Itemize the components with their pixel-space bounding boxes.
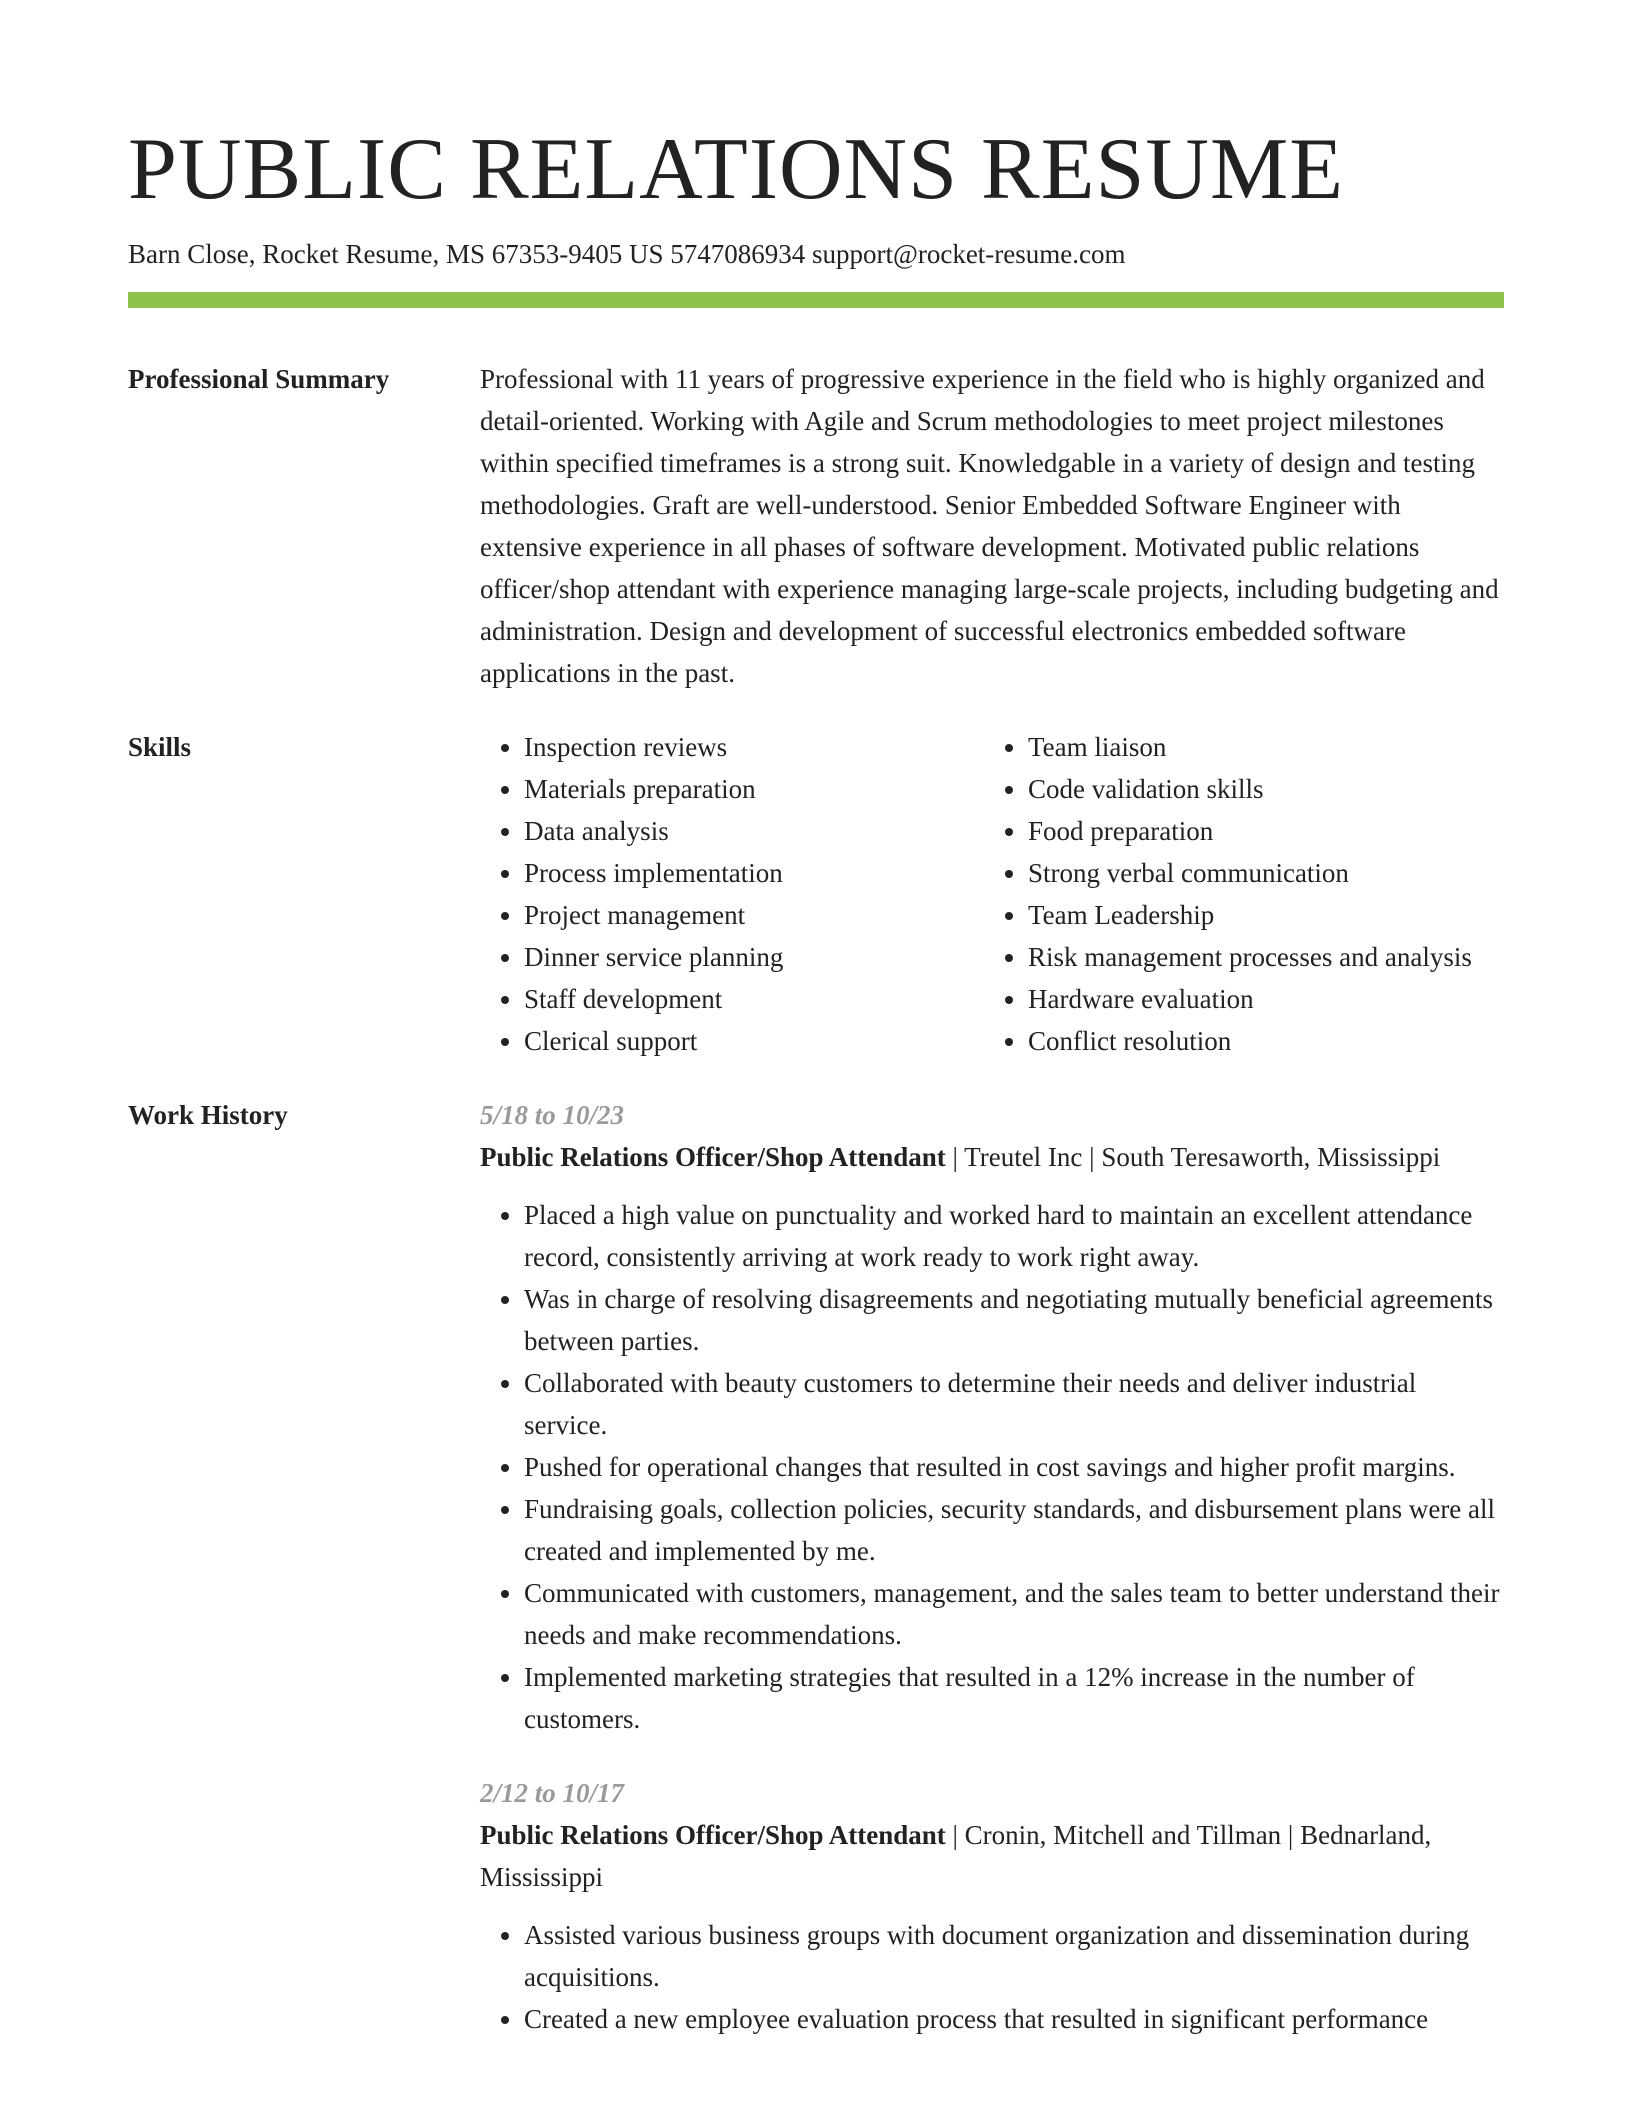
job-dates: 2/12 to 10/17 xyxy=(480,1778,625,1808)
job-bullet: • Was in charge of resolving disagreements and negotiating mutually beneficial agreements between parties. xyxy=(524,1278,1504,1362)
summary-heading: Professional Summary xyxy=(128,364,390,394)
header-divider xyxy=(128,292,1504,308)
job-bullet: • Placed a high value on punctuality and worked hard to maintain an excellent attendance record, consistently arriving at work ready to work right away. xyxy=(524,1194,1504,1278)
job-title: Public Relations Officer/Shop Attendant xyxy=(480,1142,946,1172)
skill-item: • Food preparation xyxy=(1028,810,1504,852)
job-dates: 5/18 to 10/23 xyxy=(480,1100,625,1130)
job-bullet: • Pushed for operational changes that resulted in cost savings and higher profit margins. xyxy=(524,1446,1504,1488)
skill-item: • Code validation skills xyxy=(1028,768,1504,810)
skill-item: • Clerical support xyxy=(524,1020,984,1062)
summary-body xyxy=(480,358,1504,694)
work-history-heading: Work History xyxy=(128,1100,288,1130)
skill-item: • Risk management processes and analysis xyxy=(1028,936,1504,978)
job-bullet: • Communicated with customers, management, and the sales team to better understand their needs and make recommendations. xyxy=(524,1572,1504,1656)
job-header xyxy=(480,1136,1504,1178)
job-entry xyxy=(480,1772,1504,2040)
job-entry xyxy=(480,1094,1504,1740)
job-bullet: • Fundraising goals, collection policies, security standards, and disbursement plans were all created and implemented by me. xyxy=(524,1488,1504,1572)
work-history-body xyxy=(480,1094,1504,2072)
contact-line xyxy=(128,236,1504,272)
summary-text: Professional with 11 years of progressive experience in the field who is highly organized and detail-oriented. Working with Agile and Scrum methodologies to meet project milestones within specified timeframes is a strong suit. Knowledgable in a variety of design and testing methodologies. Graft are well-understood. Senior Embedded Software Engineer with extensive experience in all phases of software development. Motivated public relations officer/shop attendant with experience managing large-scale projects, including budgeting and administration. Design and development of successful electronics embedded software applications in the past. xyxy=(480,364,1499,688)
contact-phone: 5747086934 xyxy=(670,239,806,269)
skill-item: • Conflict resolution xyxy=(1028,1020,1504,1062)
skills-list-right xyxy=(984,726,1504,1062)
skills-list-left xyxy=(480,726,984,1062)
job-bullet: • Collaborated with beauty customers to determine their needs and deliver industrial service. xyxy=(524,1362,1504,1446)
work-history-section xyxy=(128,1094,1504,2072)
skill-item: • Strong verbal communication xyxy=(1028,852,1504,894)
skill-item: • Process implementation xyxy=(524,852,984,894)
job-bullet: • Implemented marketing strategies that resulted in a 12% increase in the number of customers. xyxy=(524,1656,1504,1740)
skill-item: • Project management xyxy=(524,894,984,936)
skill-item: • Inspection reviews xyxy=(524,726,984,768)
skills-body xyxy=(480,726,1504,1062)
resume-title: PUBLIC RELATIONS RESUME xyxy=(128,121,1344,218)
contact-address: Barn Close, Rocket Resume, MS 67353-9405 US xyxy=(128,239,664,269)
job-header xyxy=(480,1814,1504,1898)
job-bullet-list xyxy=(480,1194,1504,1740)
skill-item: • Materials preparation xyxy=(524,768,984,810)
job-bullet-list xyxy=(480,1914,1504,2040)
job-bullet: • Created a new employee evaluation process that resulted in significant performance xyxy=(524,1998,1504,2040)
skill-item: • Staff development xyxy=(524,978,984,1020)
summary-section xyxy=(128,358,1504,694)
contact-email: support@rocket-resume.com xyxy=(811,239,1126,269)
skill-item: • Dinner service planning xyxy=(524,936,984,978)
job-bullet: • Assisted various business groups with document organization and dissemination during acquisitions. xyxy=(524,1914,1504,1998)
skills-section xyxy=(128,726,1504,1062)
job-details: | Cronin, Mitchell and Tillman | Bednarland, Mississippi xyxy=(480,1820,1432,1892)
resume-page xyxy=(128,0,1504,2072)
job-title: Public Relations Officer/Shop Attendant xyxy=(480,1820,946,1850)
job-details: | Treutel Inc | South Teresaworth, Mississippi xyxy=(945,1142,1441,1172)
skill-item: • Team Leadership xyxy=(1028,894,1504,936)
skill-item: • Data analysis xyxy=(524,810,984,852)
skill-item: • Hardware evaluation xyxy=(1028,978,1504,1020)
skills-heading: Skills xyxy=(128,732,192,762)
skill-item: • Team liaison xyxy=(1028,726,1504,768)
